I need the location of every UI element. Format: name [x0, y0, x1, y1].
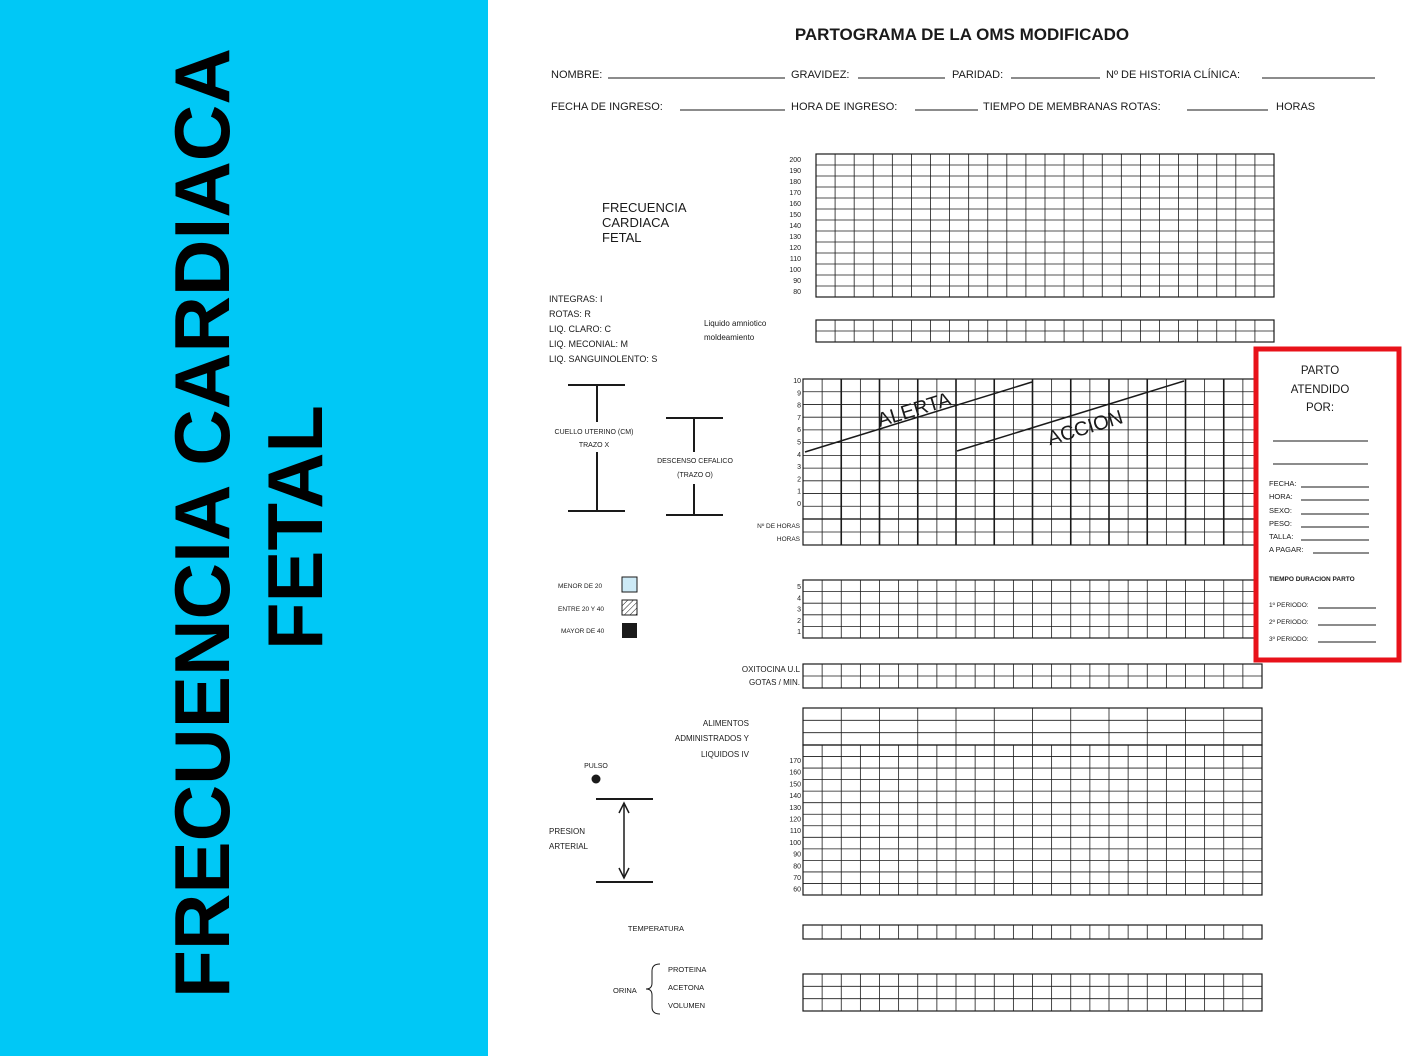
bp-scale-label: 90	[793, 851, 801, 859]
dilation-grid[interactable]	[803, 379, 1262, 519]
temperatura-label: TEMPERATURA	[627, 924, 684, 933]
cuello-label	[555, 429, 634, 449]
bp-scale-label: 130	[789, 804, 801, 812]
parto-title-line-1: PARTO	[1300, 365, 1340, 377]
orina-volumen: VOLUMEN	[668, 1001, 706, 1010]
dil-scale-label: 3	[797, 464, 801, 472]
bp-scale-label: 170	[789, 758, 801, 765]
dil-scale-label: 7	[797, 414, 801, 422]
pulso-label: PULSO	[584, 763, 608, 770]
parto-label-a-pagar: A PAGAR:	[1269, 545, 1304, 554]
label-num-horas: Nº DE HORAS	[757, 523, 800, 530]
orina-items	[668, 965, 706, 1010]
dil-scale-label: 9	[797, 390, 801, 398]
horas-labels	[757, 523, 800, 543]
orina-acetona: ACETONA	[668, 983, 705, 992]
parto-label-hora: HORA:	[1269, 492, 1293, 501]
side-title-panel	[0, 0, 488, 1056]
parto-label-fecha: FECHA:	[1269, 479, 1297, 488]
label-fecha-ingreso: FECHA DE INGRESO:	[551, 101, 663, 113]
bp-scale	[789, 758, 801, 894]
parto-label-talla: TALLA:	[1269, 532, 1294, 541]
orina-brace	[646, 964, 660, 1014]
legend-mayor-40: MAYOR DE 40	[561, 628, 605, 635]
dil-scale-label: 1	[797, 488, 801, 496]
parto-periodo-3: 3º PERIODO:	[1269, 636, 1309, 643]
legend-liq-meconial: LIQ. MECONIAL: M	[549, 339, 629, 349]
form-title: PARTOGRAMA DE LA OMS MODIFICADO	[794, 25, 1130, 44]
alimentos-grid[interactable]	[803, 708, 1262, 895]
fcf-label-line-2: CARDIACA	[602, 215, 670, 230]
bp-scale-label: 120	[789, 816, 801, 824]
con-scale-label: 5	[797, 584, 801, 591]
fcf-scale-label: 110	[789, 256, 801, 263]
label-horas: HORAS	[1276, 101, 1316, 113]
side-title-line-2: FETAL	[253, 405, 339, 650]
parto-duracion-title: TIEMPO DURACION PARTO	[1269, 576, 1355, 583]
pulso-dot-symbol	[592, 775, 601, 784]
contraction-legend	[558, 577, 637, 638]
dil-scale-label: 5	[797, 439, 801, 447]
dilation-scale	[793, 378, 801, 508]
descenso-symbol	[666, 418, 723, 515]
liquido-grid[interactable]	[816, 320, 1274, 342]
legend-rotas: ROTAS: R	[549, 309, 591, 319]
legend-menor-20: MENOR DE 20	[558, 583, 603, 590]
parto-title-line-3: POR:	[1305, 402, 1335, 414]
dil-scale-label: 8	[797, 402, 801, 410]
label-paridad: PARIDAD:	[952, 69, 1004, 81]
bp-scale-label: 70	[793, 875, 801, 882]
cuello-label-line-2: TRAZO X	[578, 442, 610, 449]
fcf-scale-label: 190	[789, 168, 801, 175]
bp-scale-label: 140	[789, 793, 801, 801]
contraction-scale	[797, 584, 801, 636]
oxitocina-grid[interactable]	[803, 664, 1262, 688]
legend-liq-sanguinolento: LIQ. SANGUINOLENTO: S	[549, 354, 658, 364]
con-scale-label: 4	[797, 595, 801, 603]
legend-liq-claro: LIQ. CLARO: C	[549, 324, 612, 334]
bp-scale-label: 80	[793, 863, 801, 871]
label-tiempo-membranas: TIEMPO DE MEMBRANAS ROTAS:	[983, 101, 1161, 113]
parto-label-sexo: SEXO:	[1269, 506, 1292, 515]
orina-proteina: PROTEINA	[668, 965, 707, 974]
alimentos-label	[675, 719, 750, 759]
legend-integras: INTEGRAS: I	[549, 294, 603, 304]
oxitocina-label-line-2: GOTAS / MIN.	[749, 678, 800, 687]
fcf-scale	[789, 157, 801, 296]
alimentos-label-line-3: LIQUIDOS IV	[700, 750, 749, 759]
dil-scale-label: 2	[797, 476, 801, 484]
swatch-entre-20-40	[622, 600, 637, 615]
swatch-menor-20	[622, 577, 637, 592]
membranes-legend	[549, 294, 657, 364]
presion-symbol	[596, 799, 653, 882]
dil-scale-label: 4	[797, 451, 801, 459]
descenso-label-line-2: (TRAZO O)	[677, 472, 713, 479]
bp-scale-label: 100	[789, 839, 801, 847]
alimentos-label-line-1: ALIMENTOS	[702, 719, 749, 728]
fcf-scale-label: 160	[789, 201, 801, 208]
bp-scale-label: 110	[789, 828, 801, 836]
fcf-scale-label: 140	[789, 223, 801, 230]
fcf-scale-label: 100	[789, 267, 801, 274]
descenso-label-line-1: DESCENSO CEFALICO	[657, 458, 733, 465]
oxitocina-label	[742, 665, 801, 687]
swatch-mayor-40	[622, 623, 637, 638]
label-nombre: NOMBRE:	[551, 69, 603, 81]
fcf-scale-label: 170	[789, 190, 801, 197]
descenso-label	[657, 458, 733, 479]
accion-label: ACCION	[1044, 406, 1126, 451]
orina-label: ORINA	[613, 986, 637, 995]
legend-entre-20-40: ENTRE 20 Y 40	[558, 606, 605, 613]
side-title-line-1: FRECUENCIA CARDIACA	[158, 48, 246, 998]
fcf-scale-label: 120	[789, 245, 801, 252]
fcf-label-line-3: FETAL	[602, 230, 642, 245]
presion-label	[549, 827, 589, 851]
liquido-label-line-1: Liquido amniotico	[704, 319, 767, 328]
partogram-form	[488, 0, 1408, 1056]
label-gravidez: GRAVIDEZ:	[791, 69, 850, 81]
fcf-label	[602, 200, 687, 245]
con-scale-label: 3	[797, 606, 801, 614]
liquido-label	[704, 319, 767, 342]
dil-scale-label: 6	[797, 427, 801, 435]
parto-title-line-2: ATENDIDO	[1290, 384, 1350, 396]
fcf-scale-label: 150	[789, 212, 801, 219]
orina-grid[interactable]	[803, 974, 1262, 1011]
bp-scale-label: 60	[793, 886, 801, 894]
bp-scale-label: 150	[789, 781, 801, 789]
header-row-1	[551, 68, 1375, 81]
temperatura-grid[interactable]	[803, 925, 1262, 939]
alerta-label: ALERTA	[874, 388, 954, 432]
contraction-grid[interactable]	[803, 580, 1262, 638]
dil-scale-label: 10	[793, 378, 801, 385]
fcf-scale-label: 80	[793, 289, 801, 296]
dil-scale-label: 0	[797, 501, 801, 508]
alimentos-label-line-2: ADMINISTRADOS Y	[674, 734, 749, 743]
liquido-label-line-2: moldeamiento	[704, 333, 755, 342]
fcf-scale-label: 200	[789, 157, 801, 164]
con-scale-label: 1	[797, 629, 801, 637]
parto-label-peso: PESO:	[1269, 519, 1292, 528]
parto-box	[1256, 349, 1399, 660]
fcf-scale-label: 130	[789, 234, 801, 241]
con-scale-label: 2	[797, 617, 801, 625]
presion-label-line-1: PRESION	[549, 827, 586, 836]
label-horas-row: HORAS	[776, 536, 800, 543]
fcf-grid[interactable]	[816, 154, 1274, 297]
bp-scale-label: 160	[789, 769, 801, 777]
oxitocina-label-line-1: OXITOCINA U.L	[741, 665, 800, 674]
parto-periodo-2: 2º PERIODO:	[1269, 619, 1309, 626]
cuello-label-line-1: CUELLO UTERINO (CM)	[554, 429, 634, 436]
fcf-scale-label: 90	[793, 278, 801, 285]
parto-periodo-1: 1º PERIODO:	[1269, 602, 1309, 609]
label-historia: Nº DE HISTORIA CLÍNICA:	[1106, 69, 1241, 81]
presion-label-line-2: ARTERIAL	[549, 842, 588, 851]
label-hora-ingreso: HORA DE INGRESO:	[791, 101, 898, 113]
fcf-label-line-1: FRECUENCIA	[602, 200, 687, 215]
horas-grid[interactable]	[803, 519, 1262, 545]
fcf-scale-label: 180	[789, 179, 801, 186]
header-row-2	[551, 101, 1315, 113]
